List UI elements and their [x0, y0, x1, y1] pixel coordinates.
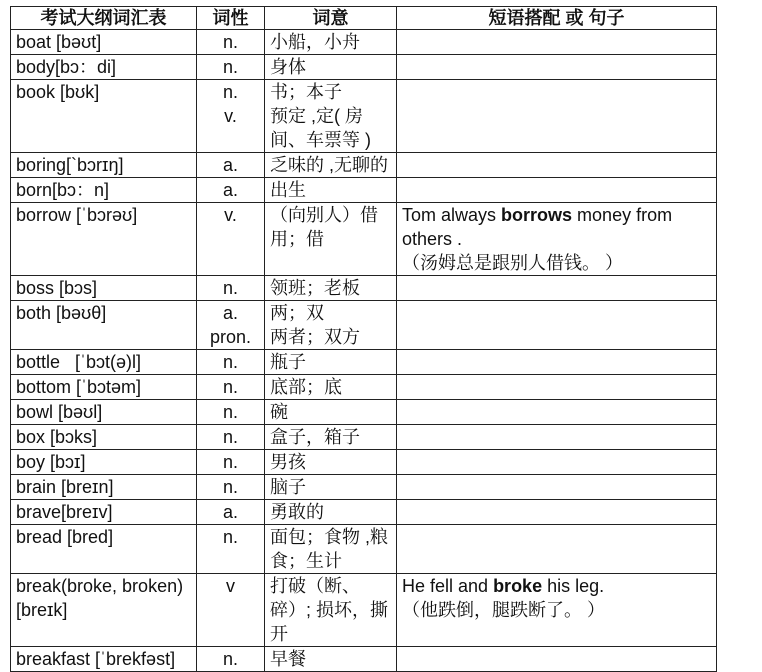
example-cell: [397, 450, 717, 475]
header-word: 考试大纲词汇表: [11, 7, 197, 30]
word-cell: both [bəʊθ]: [11, 301, 197, 350]
meaning-cell: 两；双 两者；双方: [265, 301, 397, 350]
table-row: [11, 350, 717, 375]
table-row: [11, 276, 717, 301]
pos-cell: v.: [197, 203, 265, 276]
example-cell: [397, 55, 717, 80]
example-keyword: borrows: [501, 205, 573, 225]
word-cell: boy [bɔɪ]: [11, 450, 197, 475]
meaning-cell: （向别人）借用；借: [265, 203, 397, 276]
word-cell: boring[`bɔrɪŋ]: [11, 153, 197, 178]
pos-cell: n.: [197, 30, 265, 55]
example-cell: [397, 153, 717, 178]
example-cell: [397, 178, 717, 203]
word-cell: bottle [ˈbɔt(ə)l]: [11, 350, 197, 375]
example-cell: [397, 276, 717, 301]
meaning-cell: 碗: [265, 400, 397, 425]
example-cell: [397, 203, 717, 276]
word-cell: break(broke, broken) [breɪk]: [11, 574, 197, 647]
table-row: [11, 647, 717, 672]
example-sentence: He fell and broke his leg.: [402, 576, 605, 596]
table-row: [11, 178, 717, 203]
meaning-cell: 乏味的 ,无聊的: [265, 153, 397, 178]
pos-cell: a.: [197, 500, 265, 525]
table-row: [11, 525, 717, 574]
example-cell: [397, 525, 717, 574]
table-row: [11, 375, 717, 400]
word-cell: brain [breɪn]: [11, 475, 197, 500]
meaning-cell: 小船，小舟: [265, 30, 397, 55]
table-row: [11, 80, 717, 153]
vocabulary-table: [10, 6, 717, 672]
pos-cell: n.: [197, 475, 265, 500]
table-row: [11, 475, 717, 500]
pos-cell: n.: [197, 425, 265, 450]
header-meaning: 词意: [265, 7, 397, 30]
word-cell: body[bɔ：di]: [11, 55, 197, 80]
header-phrase: 短语搭配 或 句子: [397, 7, 717, 30]
example-cell: [397, 375, 717, 400]
example-cell: [397, 647, 717, 672]
example-cell: [397, 475, 717, 500]
example-translation: （汤姆总是跟别人借钱。 ）: [402, 253, 623, 273]
word-cell: born[bɔ：n]: [11, 178, 197, 203]
table-row: [11, 203, 717, 276]
word-cell: brave[breɪv]: [11, 500, 197, 525]
example-translation: （他跌倒，腿跌断了。 ）: [402, 600, 605, 620]
word-cell: borrow [ˈbɔrəʊ]: [11, 203, 197, 276]
meaning-cell: 勇敢的: [265, 500, 397, 525]
meaning-cell: 领班；老板: [265, 276, 397, 301]
example-cell: [397, 425, 717, 450]
meaning-cell: 瓶子: [265, 350, 397, 375]
example-cell: [397, 400, 717, 425]
meaning-cell: 脑子: [265, 475, 397, 500]
header-pos: 词性: [197, 7, 265, 30]
pos-cell: n.: [197, 350, 265, 375]
pos-cell: n.: [197, 55, 265, 80]
pos-cell: a.: [197, 153, 265, 178]
pos-cell: n.: [197, 375, 265, 400]
example-cell: [397, 80, 717, 153]
pos-cell: a.: [197, 178, 265, 203]
pos-cell: n.: [197, 400, 265, 425]
word-cell: boat [bəʊt]: [11, 30, 197, 55]
pos-cell: v: [197, 574, 265, 647]
word-cell: bowl [bəʊl]: [11, 400, 197, 425]
table-row: [11, 450, 717, 475]
table-row: [11, 500, 717, 525]
table-row: [11, 400, 717, 425]
word-cell: bread [bred]: [11, 525, 197, 574]
pos-cell: n.: [197, 450, 265, 475]
table-row: [11, 301, 717, 350]
meaning-cell: 男孩: [265, 450, 397, 475]
word-cell: breakfast [ˈbrekfəst]: [11, 647, 197, 672]
example-keyword: broke: [493, 576, 543, 596]
example-cell: [397, 500, 717, 525]
example-cell: [397, 574, 717, 647]
word-cell: boss [bɔs]: [11, 276, 197, 301]
pos-cell: n.: [197, 276, 265, 301]
meaning-cell: 身体: [265, 55, 397, 80]
meaning-cell: 面包；食物 ,粮食；生计: [265, 525, 397, 574]
pos-cell: n. v.: [197, 80, 265, 153]
meaning-cell: 打破（断、碎）; 损坏，撕开: [265, 574, 397, 647]
table-row: [11, 574, 717, 647]
example-cell: [397, 350, 717, 375]
word-cell: box [bɔks]: [11, 425, 197, 450]
pos-cell: n.: [197, 525, 265, 574]
meaning-cell: 出生: [265, 178, 397, 203]
pos-cell: a. pron.: [197, 301, 265, 350]
word-cell: book [bʊk]: [11, 80, 197, 153]
table-row: [11, 425, 717, 450]
table-row: [11, 153, 717, 178]
meaning-cell: 早餐: [265, 647, 397, 672]
table-row: [11, 55, 717, 80]
meaning-cell: 盒子，箱子: [265, 425, 397, 450]
table-row: [11, 30, 717, 55]
meaning-cell: 书；本子 预定 ,定( 房间、车票等 ): [265, 80, 397, 153]
meaning-cell: 底部；底: [265, 375, 397, 400]
header-row: [11, 7, 717, 30]
example-cell: [397, 30, 717, 55]
word-cell: bottom [ˈbɔtəm]: [11, 375, 197, 400]
pos-cell: n.: [197, 647, 265, 672]
example-cell: [397, 301, 717, 350]
example-sentence: Tom always borrows money from others .: [402, 205, 673, 249]
